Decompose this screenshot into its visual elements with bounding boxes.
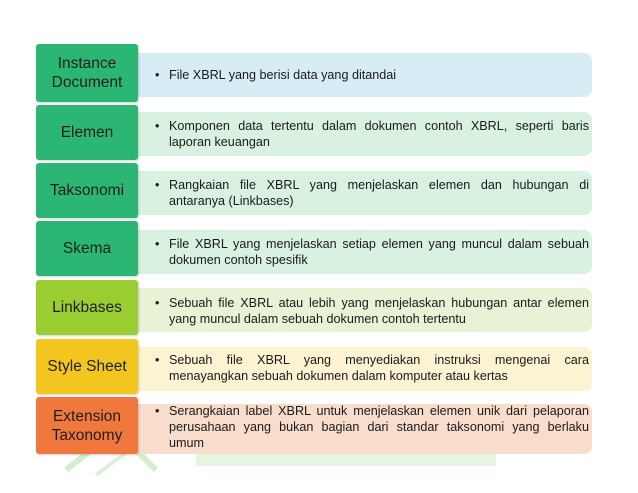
label-taksonomi: Taksonomi: [36, 163, 138, 218]
label-style-sheet: Style Sheet: [36, 339, 138, 394]
desc-style-sheet: • Sebuah file XBRL yang menyediakan instruksi mengenai cara menayangkan sebuah dokumen dalam komputer atau kertas: [155, 353, 589, 383]
label-extension-taxonomy: Extension Taxonomy: [36, 397, 138, 454]
desc-skema: • File XBRL yang menjelaskan setiap elemen yang muncul dalam sebuah dokumen contoh spesifik: [155, 237, 589, 267]
desc-linkbases: • Sebuah file XBRL atau lebih yang menjelaskan hubungan antar elemen yang muncul dalam sebuah dokumen contoh tertentu: [155, 296, 589, 326]
desc-extension-taxonomy: • Serangkaian label XBRL untuk menjelaskan elemen unik dari pelaporan perusahaan yang bukan bagian dari standar taksonomi yang berlaku umum: [155, 404, 589, 450]
label-elemen: Elemen: [36, 105, 138, 160]
desc-instance-document: • File XBRL yang berisi data yang ditandai: [155, 68, 397, 82]
label-linkbases: Linkbases: [36, 280, 138, 335]
label-instance-document: Instance Document: [36, 44, 138, 102]
desc-taksonomi: • Rangkaian file XBRL yang menjelaskan elemen dan hubungan di antaranya (Linkbases): [155, 178, 589, 208]
desc-elemen: • Komponen data tertentu dalam dokumen contoh XBRL, seperti baris laporan keuangan: [155, 119, 589, 149]
label-skema: Skema: [36, 221, 138, 276]
